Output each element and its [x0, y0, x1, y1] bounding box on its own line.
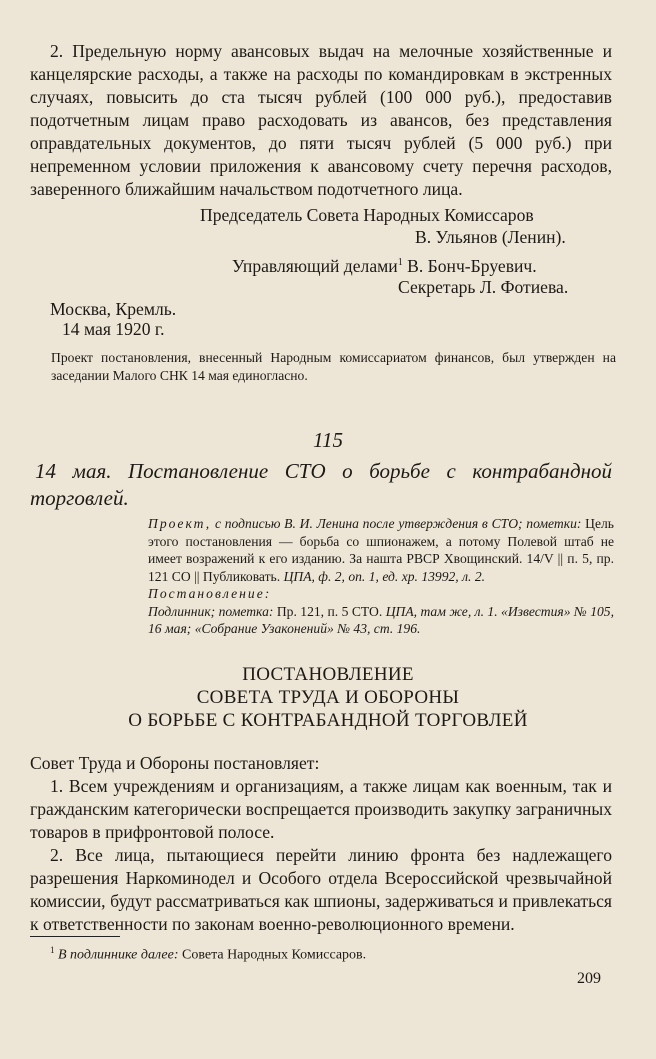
archive-ref-2: ЦПА, там же, л. 1. «Известия» № 105, 16 мая; «Собрание Узаконений» № 43, ст. 196.: [148, 603, 614, 636]
point-2: 2. Все лица, пытающиеся перейти линию фронта без надлежащего разрешения Наркоминодел и Особого отдела Всероссийской чрезвычайной комиссии, будут рассматриваться как шпионы, задерживаться и привлекаться к ответственности по законам военно-революционного времени.: [30, 845, 612, 934]
page-number: 209: [577, 970, 601, 987]
signature-manager: [232, 251, 537, 278]
archive-text-1: Цель этого постановления — борьба со шпионажем, а потому Полевой штаб не имеет возражений к его изданию. За нашта РВСР Хвощинский. 14/V || п. 5, пр. 121 СО || Публиковать.: [148, 516, 615, 584]
draft-note: Проект постановления, внесенный Народным комиссариатом финансов, был утвержден на заседании Малого СНК 14 мая единогласно.: [51, 350, 616, 383]
footnote-divider: [30, 936, 120, 937]
signature-chair-name: В. Ульянов (Ленин).: [415, 227, 566, 247]
manager-name: В. Бонч-Бруевич.: [407, 255, 537, 276]
archive-italic-1: с подписью В. И. Ленина после утверждения в СТО; пометки:: [214, 516, 582, 531]
archive-label-1: Проект,: [148, 516, 212, 531]
archive-ref-1: ЦПА, ф. 2, оп. 1, ед. хр. 13992, л. 2.: [283, 568, 486, 584]
signature-chair-title: Председатель Совета Народных Комиссаров: [200, 205, 534, 225]
document-number: 115: [313, 428, 343, 452]
footnote-mark: 1: [50, 945, 55, 955]
place: Москва, Кремль.: [50, 299, 177, 319]
archive-italic-2: Подлинник; пометка:: [148, 603, 274, 619]
manager-prefix: Управляющий делами: [232, 255, 398, 276]
footnote-text: Совета Народных Комиссаров.: [181, 947, 367, 963]
item-2-paragraph: 2. Предельную норму авансовых выдач на мелочные хозяйственные и канцелярские расходы, а также на расходы по командировкам в экстренных случаях, повысить до ста тысяч рублей (100 000 руб.), предоставив подотчетным лицам право расходовать из авансов, без представления оправдательных документов, до пяти тысяч рублей (5 000 руб.) при непременном условии приложения к авансовому счету перечня расходов, заверенного ближайшим начальством подотчетного лица.: [30, 41, 612, 199]
date: 14 мая 1920 г.: [62, 319, 165, 339]
point-1: 1. Всем учреждениям и организациям, а также лицам как военным, так и гражданским категорически воспрещается производить закупку заграничных товаров в прифронтовой полосе.: [30, 776, 612, 842]
archive-label-2: Постановление:: [148, 586, 272, 601]
document-title: 14 мая. Постановление СТО о борьбе с контрабандной торговлей.: [30, 459, 612, 510]
footnote-italic: В подлиннике далее:: [58, 947, 179, 963]
footnote-ref: 1: [397, 257, 403, 268]
archive-text-2: Пр. 121, п. 5 СТО.: [276, 603, 383, 619]
archive-note-2: [148, 585, 614, 638]
archive-note-1: [148, 515, 614, 585]
heading-line-1: ПОСТАНОВЛЕНИЕ: [242, 664, 414, 685]
heading-line-2: СОВЕТА ТРУДА И ОБОРОНЫ: [196, 687, 460, 708]
signature-secretary: Секретарь Л. Фотиева.: [398, 277, 569, 297]
intro-line: Совет Труда и Обороны постановляет:: [30, 753, 320, 773]
heading-line-3: О БОРЬБЕ С КОНТРАБАНДНОЙ ТОРГОВЛЕЙ: [128, 710, 528, 731]
footnote: [50, 942, 611, 964]
